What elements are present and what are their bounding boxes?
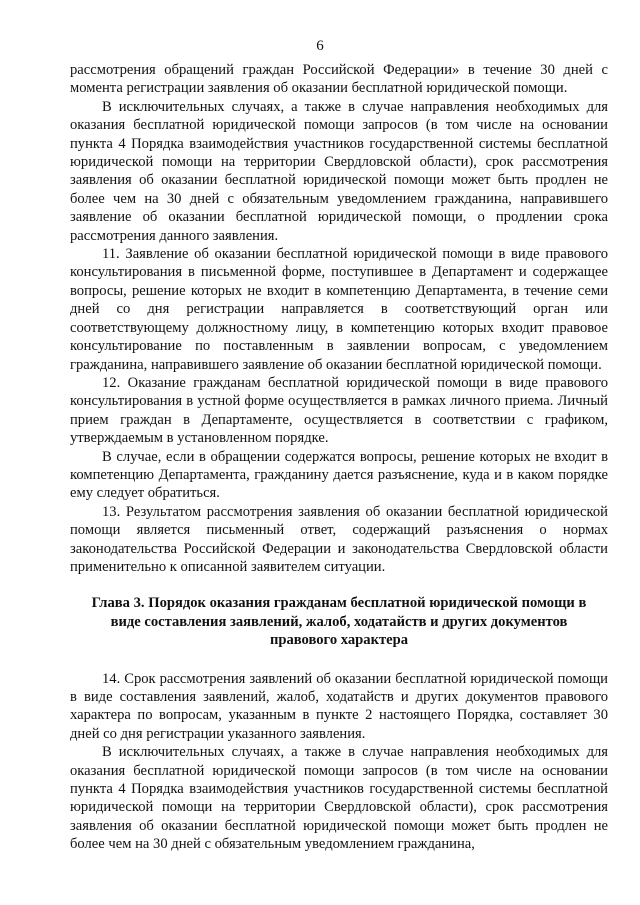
paragraph-item-13: 13. Результатом рассмотрения заявления об оказании бесплатной юридической помощи является письменный ответ, содержащий разъяснения о нормах законодательства Российской Федерации и законодательства Свердловской области применительно к описанной заявителем ситуации. <box>70 503 608 575</box>
document-body <box>70 61 608 854</box>
paragraph-competence: В случае, если в обращении содержатся вопросы, решение которых не входит в компетенцию Департамента, гражданину дается разъяснение, куда и в каком порядке ему следует обратиться. <box>70 448 608 502</box>
paragraph-item-12: 12. Оказание гражданам бесплатной юридической помощи в виде правового консультирования в устной форме осуществляется в рамках личного приема. Личный прием граждан в Департаменте, осуществляется в соответствии с графиком, утверждаемым в установленном порядке. <box>70 374 608 447</box>
paragraph-exceptional-cases: В исключительных случаях, а также в случае направления необходимых для оказания бесплатной юридической помощи запросов (в том числе на основании пункта 4 Порядка взаимодействия участников государственной системы бесплатной юридической помощи на территории Свердловской области), срок рассмотрения заявления об оказании бесплатной юридической помощи может быть продлен не более чем на 30 дней с обязательным уведомлением гражданина, направившего заявление об оказании бесплатной юридической помощи, о продлении срока рассмотрения данного заявления. <box>70 98 608 244</box>
paragraph-exceptional-cases-2: В исключительных случаях, а также в случае направления необходимых для оказания бесплатной юридической помощи запросов (в том числе на основании пункта 4 Порядка взаимодействия участников государственной системы бесплатной юридической помощи на территории Свердловской области), срок рассмотрения заявления об оказании бесплатной юридической помощи может быть продлен не более чем на 30 дней с обязательным уведомлением гражданина, <box>70 744 608 853</box>
chapter-heading: Глава 3. Порядок оказания гражданам бесплатной юридической помощи в виде составления заявлений, жалоб, ходатайств и других документов правового характера <box>91 595 587 649</box>
page-number: 6 <box>316 38 324 54</box>
paragraph-continuation: рассмотрения обращений граждан Российской Федерации» в течение 30 дней с момента регистрации заявления об оказании бесплатной юридической помощи. <box>70 62 608 97</box>
paragraph-item-14: 14. Срок рассмотрения заявлений об оказании бесплатной юридической помощи в виде составления заявлений, жалоб, ходатайств и других документов правового характера по вопросам, указанным в пункте 2 настоящего Порядка, составляет 30 дней со дня регистрации указанного заявления. <box>70 670 608 742</box>
paragraph-item-11: 11. Заявление об оказании бесплатной юридической помощи в виде правового консультирования в письменной форме, поступившее в Департамент и содержащее вопросы, решение которых не входит в компетенцию Департамента, в течение семи дней со дня регистрации направляется в соответствующий орган или соответствующему должностному лицу, в компетенцию которых входит правовое консультирование по поставленным в заявлении вопросам, с уведомлением гражданина, направившего заявление об оказании бесплатной юридической помощи. <box>70 246 608 373</box>
